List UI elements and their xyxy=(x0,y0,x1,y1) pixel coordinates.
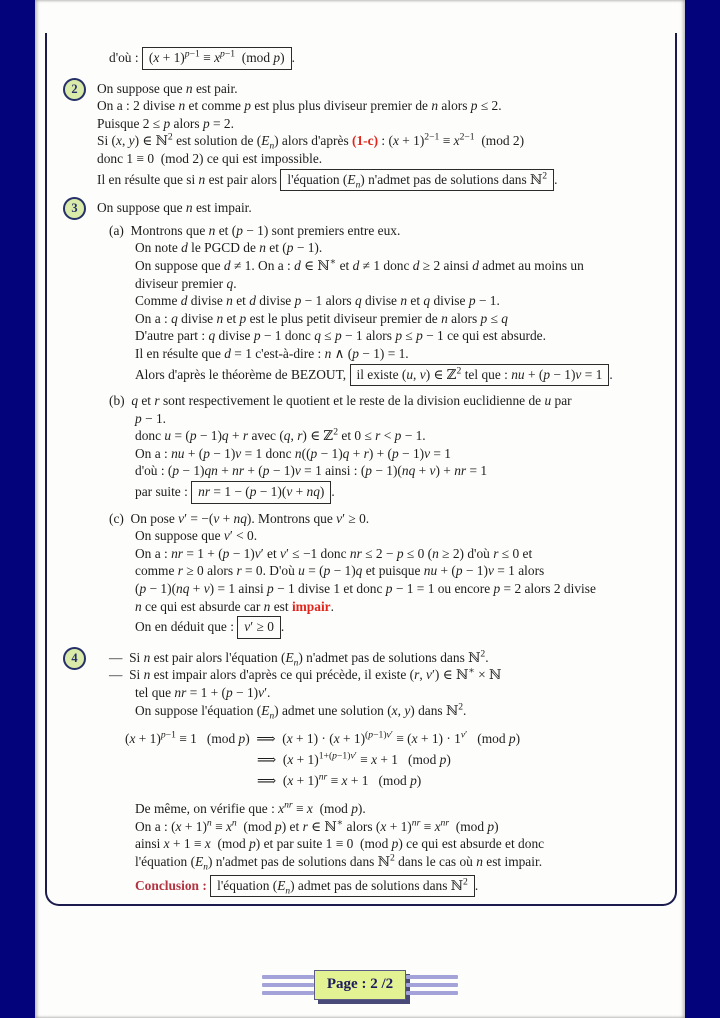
item-number-badge: 4 xyxy=(63,647,86,670)
document-content xyxy=(47,33,675,898)
document-sheet xyxy=(35,0,685,1018)
text-line: diviseur premier q. xyxy=(135,275,237,291)
footer-decoration-right xyxy=(406,975,458,995)
subsection-label-line: (a) Montrons que n et (p − 1) sont premiers entre eux. xyxy=(109,222,401,238)
text-line: Il en résulte que d = 1 c'est-à-dire : n ∧ (p − 1) = 1. xyxy=(135,345,409,361)
text-line: On suppose l'équation $(E_n)$ admet une solution (x, y) dans ℕ$^2$. xyxy=(135,701,467,722)
text-line: Comme d divise n et d divise p − 1 alors q divise n et q divise p − 1. xyxy=(135,293,500,309)
subsection-a xyxy=(47,222,661,387)
text-line: On a : nu + (p − 1)v = 1 donc n((p − 1)q + r) + (p − 1)v = 1 xyxy=(135,445,452,461)
decoration-stripe xyxy=(406,991,458,995)
subsection-c xyxy=(47,510,661,640)
boxed-result-line: Il en résulte que si n est pair alors l'équation $(E_n)$ n'admet pas de solutions dans ℕ$^2$ . xyxy=(97,170,558,191)
page-footer xyxy=(35,970,685,1000)
displayed-equations xyxy=(47,728,661,791)
text-line: ainsi x + 1 ≡ x (mod p) et par suite 1 ≡ 0 (mod p) ce qui est absurde et donc xyxy=(135,836,545,852)
text-line: Puisque 2 ≤ p alors p = 2. xyxy=(97,115,234,131)
text-line: On a : nr = 1 + (p − 1)v′ et v′ ≤ −1 donc nr ≤ 2 − p ≤ 0 (n ≥ 2) d'où r ≤ 0 et xyxy=(135,545,533,561)
decoration-stripe xyxy=(262,983,314,987)
conclusion-line: Conclusion : l'équation $(E_n)$ admet pas de solutions dans ℕ$^2$ . xyxy=(135,876,479,897)
text-line: tel que nr = 1 + (p − 1)v′. xyxy=(135,685,271,700)
text-line: D'autre part : q divise p − 1 donc q ≤ p − 1 alors p ≤ p − 1 ce qui est absurde. xyxy=(135,328,546,344)
section-2 xyxy=(47,80,661,193)
footer-decoration-left xyxy=(262,975,314,995)
text-line: donc u = (p − 1)q + r avec (q, r) ∈ ℤ$^2$ et 0 ≤ r < p − 1. xyxy=(135,426,426,444)
section-head: On suppose que n est pair. xyxy=(97,80,238,96)
section-head: On suppose que n est impair. xyxy=(97,200,252,216)
text-line: On a : q divise n et p est le plus petit diviseur premier de n alors p ≤ q xyxy=(135,310,508,326)
page-indicator: Page : 2 /2 xyxy=(314,970,406,1000)
text-line: On a : $(x + 1)^n \equiv x^n$ (mod p) et r ∈ ℕ∗ alors $(x + 1)^{nr} \equiv x^{nr}$ (mod p) xyxy=(135,817,499,834)
text-line: (p − 1)(nq + v) = 1 ainsi p − 1 divise 1 et donc p − 1 = 1 ou encore p = 2 alors 2 divise xyxy=(135,581,596,597)
text-line: d'où : (p − 1)qn + nr + (p − 1)v = 1 ainsi : (p − 1)(nq + v) + nr = 1 xyxy=(135,463,488,479)
text-line: comme r ≥ 0 alors r = 0. D'où u = (p − 1)q et puisque nu + (p − 1)v = 1 alors xyxy=(135,563,545,579)
section-3 xyxy=(47,199,661,640)
text-line: On suppose que d ≠ 1. On a : d ∈ ℕ∗ et d ≠ 1 donc d ≥ 2 ainsi d admet au moins un xyxy=(135,256,584,273)
decoration-stripe xyxy=(262,991,314,995)
closing-paragraph xyxy=(47,799,661,873)
subsection-label-line: (b) q et r sont respectivement le quotient et le reste de la division euclidienne de u par xyxy=(109,393,572,409)
equation-line: ⟹ $(x + 1)^{nr} \equiv x + 1$ (mod p) xyxy=(257,771,422,789)
equation-line: ⟹ $(x + 1)^{1+(p-1)v'} \equiv x + 1$ (mod p) xyxy=(257,750,451,768)
subsection-b xyxy=(47,392,661,505)
decoration-stripe xyxy=(262,975,314,979)
text-line: On note d le PGCD de n et (p − 1). xyxy=(135,240,323,256)
text-line: l'équation $(E_n)$ n'admet pas de solutions dans ℕ$^2$ dans le cas où n est impair. xyxy=(135,852,543,873)
section-4 xyxy=(47,648,661,722)
decoration-stripe xyxy=(406,975,458,979)
boxed-result-line: Alors d'après le théorème de BEZOUT, il existe (u, v) ∈ ℤ$^2$ tel que : nu + (p − 1)v = 1 . xyxy=(135,363,661,388)
content-frame xyxy=(45,33,677,906)
boxed-result-line: par suite : nr = 1 − (p − 1)(v + nq) . xyxy=(135,480,661,505)
decoration-stripe xyxy=(406,983,458,987)
text-line: Si (x, y) ∈ ℕ$^2$ est solution de $(E_n)$ alors d'après (1-c) : $(x + 1)^{2-1} \equiv x^{2-1}$ (mod 2) xyxy=(97,131,525,153)
text-line: n ce qui est absurde car n est impair. xyxy=(135,598,334,614)
text-line: p − 1. xyxy=(135,410,166,426)
subsection-label-line: (c) On pose v′ = −(v + nq). Montrons que v′ ≥ 0. xyxy=(109,510,370,526)
boxed-result-line: On en déduit que : v′ ≥ 0 . xyxy=(135,615,661,640)
item-number-badge: 2 xyxy=(63,78,86,101)
derivation-line: d'où : $(x + 1)^{p-1} \equiv x^{p-1}$ (mod p) . xyxy=(109,46,661,71)
dash-item-line: — Si n est impair alors d'après ce qui précède, il existe (r, v′) ∈ ℕ∗ × ℕ xyxy=(109,665,502,683)
text-line: On suppose que v′ < 0. xyxy=(135,528,258,544)
text-line: De même, on vérifie que : $x^{nr} \equiv x$ (mod p). xyxy=(135,799,366,817)
text-line: On a : 2 divise n et comme p est plus plus diviseur premier de n alors p ≤ 2. xyxy=(97,98,502,114)
dash-item-line: — Si n est pair alors l'équation $(E_n)$ n'admet pas de solutions dans ℕ$^2$. xyxy=(109,648,489,669)
item-number-badge: 3 xyxy=(63,197,86,220)
equation-line: $(x + 1)^{p-1} \equiv 1$ (mod p) ⟹ $(x + 1) \cdot (x + 1)^{(p-1)v'} \equiv (x + 1) \cdot 1^{v'}$ (mod p) xyxy=(125,729,521,747)
text-line: donc 1 ≡ 0 (mod 2) ce qui est impossible. xyxy=(97,150,323,166)
